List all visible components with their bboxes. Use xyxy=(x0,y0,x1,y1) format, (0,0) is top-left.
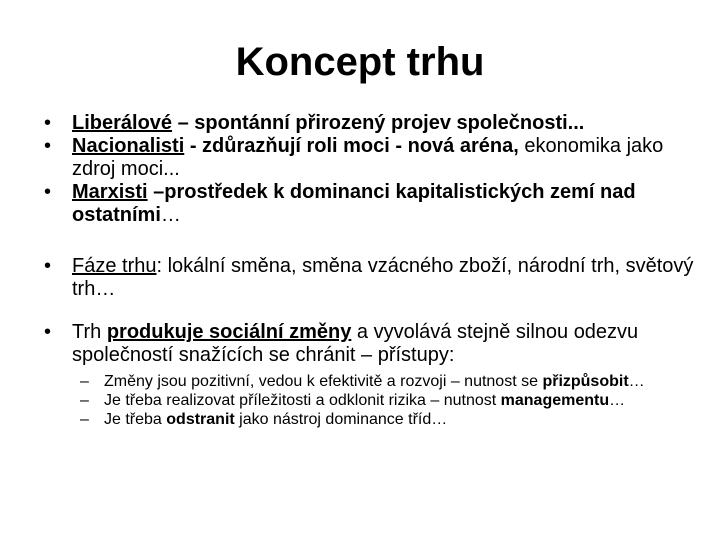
text-trh-b: produkuje sociální změny xyxy=(106,321,352,343)
sub-text-c: … xyxy=(628,373,645,390)
bullet-nationalists xyxy=(44,135,704,181)
sub-text-b: managementu xyxy=(500,392,610,409)
bullet-faze xyxy=(44,255,704,301)
text-liberals: – spontánní přirozený projev společnosti... xyxy=(172,112,585,134)
text-nationalists: - zdůrazňují roli moci - nová aréna, xyxy=(184,135,525,157)
dash-icon: – xyxy=(80,411,89,428)
sub-item-manage xyxy=(80,391,710,410)
dash-icon: – xyxy=(80,373,89,390)
sub-item-remove xyxy=(80,410,710,429)
sub-text-c: jako nástroj dominance tříd… xyxy=(234,411,448,428)
sub-text-a: Je třeba realizovat příležitosti a odklonit rizika – nutnost xyxy=(104,392,501,409)
sub-item-adapt xyxy=(80,372,710,391)
bullet-market-phases xyxy=(44,255,704,301)
bullet-icon: • xyxy=(44,321,52,343)
bullet-icon: • xyxy=(44,255,52,277)
sub-text-c: … xyxy=(609,392,626,409)
dash-icon: – xyxy=(80,392,89,409)
bullet-marxists xyxy=(44,181,704,227)
sub-text-b: odstranit xyxy=(166,411,235,428)
bullet-icon: • xyxy=(44,112,52,134)
text-trh-a: Trh xyxy=(72,321,107,343)
term-liberals: Liberálové xyxy=(72,112,173,134)
term-faze: Fáze trhu xyxy=(72,255,157,277)
bullet-icon: • xyxy=(44,181,52,203)
bullet-list-ideologies xyxy=(44,112,704,227)
bullet-market-change xyxy=(44,321,704,367)
sub-bullet-list xyxy=(80,372,710,429)
ellipsis-marxists: … xyxy=(160,204,181,226)
sub-text-a: Je třeba xyxy=(104,411,167,428)
term-marxists: Marxisti xyxy=(72,181,148,203)
bullet-trh xyxy=(44,321,704,367)
text-faze: : lokální směna, směna vzácného zboží, národní trh, světový trh… xyxy=(72,255,694,300)
sub-text-b: přizpůsobit xyxy=(542,373,629,390)
slide-title: Koncept trhu xyxy=(235,40,485,84)
sub-text-a: Změny jsou pozitivní, vedou k efektivitě a rozvoji – nutnost se xyxy=(104,373,543,390)
bullet-icon: • xyxy=(44,135,52,157)
text-trh-c: a vyvolává stejně silnou odezvu společností snažících se chránit – přístupy: xyxy=(72,321,639,366)
text-marxists: –prostředek k dominanci kapitalistických zemí nad ostatními xyxy=(72,181,636,226)
text-nationalists-2: ekonomika jako zdroj moci... xyxy=(72,135,664,180)
term-nationalists: Nacionalisti xyxy=(72,135,185,157)
bullet-liberals xyxy=(44,112,704,135)
